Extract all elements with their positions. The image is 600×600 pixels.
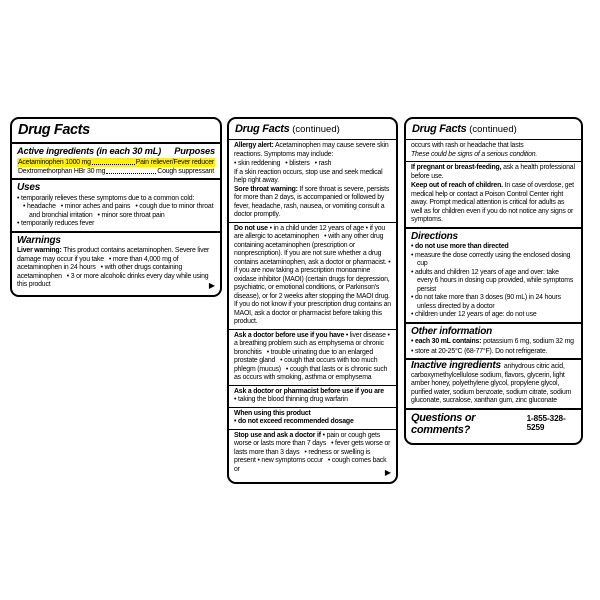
dotted-leader: [92, 164, 135, 165]
drug-facts-title: Drug Facts: [18, 122, 90, 138]
section-divider: [229, 385, 396, 386]
ask-pharmacist-text: • taking the blood thinning drug warfarin: [234, 396, 348, 404]
directions-bullet: • adults and children 12 years of age and over: take every 6 hours in dosing cup provided, while symptoms persist: [411, 268, 574, 293]
when-using-text: • do not exceed recommended dosage: [234, 418, 354, 426]
keep-out-of-reach-paragraph: [411, 182, 576, 225]
other-information-title: Other information: [411, 325, 493, 337]
section-divider: [406, 322, 581, 324]
section-divider: [229, 407, 396, 408]
drug-facts-continued-title: [411, 122, 576, 137]
ingredient-purpose: Pain reliever/Fever reducer: [135, 159, 214, 167]
keep-out-lead: Keep out of reach of children.: [411, 182, 503, 190]
directions-title: Directions: [411, 230, 458, 242]
inactive-ingredients-title: Inactive ingredients: [411, 360, 501, 372]
section-divider: [12, 142, 220, 144]
liver-warning-paragraph: [17, 247, 215, 290]
uses-sub-bullets: • headache • minor aches and pains • cough due to minor throat and bronchial irritation • minor sore throat pain: [23, 203, 214, 219]
stop-use-continuation-line2: These could be signs of a serious condition.: [411, 150, 538, 158]
ingredient-name: Acetaminophen 1000 mg: [18, 159, 91, 167]
ask-doctor-lead: Ask a doctor before use if you have: [234, 331, 345, 339]
stop-use-text: • pain or cough gets worse or lasts more than 7 days • fever gets worse or lasts more than 3 days • redness or swelling is present • new symptoms occur • cough comes back or: [234, 431, 391, 473]
ask-doctor-text: • liver disease • a breathing problem such as emphysema or chronic bronchitis • trouble urinating due to an enlarged prostate gland • cough that occurs with too much phlegm (mucus) • cough that lasts or is chronic such as occurs with smoking, asthma or emphysema: [234, 331, 390, 382]
when-using-lead: When using this product: [234, 409, 311, 417]
drug-facts-title-text: Drug Facts: [235, 123, 290, 135]
section-divider: [229, 429, 396, 430]
directions-bullet: • do not take more than 3 doses (90 mL) in 24 hours unless directed by a doctor: [411, 294, 561, 310]
stop-use-continuation-line1: occurs with rash or headache that lasts: [411, 142, 524, 150]
questions-row: [411, 412, 576, 436]
keep-out-text: In case of overdose, get medical help or contact a Poison Control Center right away. Prompt medical attention is critical for adults as well as for children even if you do not notice any signs or symptoms.: [411, 182, 574, 224]
ingredient-name: Dextromethorphan HBr 30 mg: [18, 168, 106, 176]
directions-bullet: • children under 12 years of age: do not use: [411, 311, 537, 319]
sore-throat-warning-paragraph: [234, 186, 391, 220]
section-divider: [406, 227, 581, 229]
ingredient-purpose: Cough suppressant: [157, 168, 214, 176]
drug-facts-title-text: Drug Facts: [412, 123, 467, 135]
stop-use-paragraph: [234, 432, 391, 475]
ask-doctor-paragraph: [234, 332, 391, 383]
section-divider: [229, 222, 396, 223]
continue-arrow-icon: ▶: [208, 281, 215, 290]
ingredient-row-acetaminophen: [17, 158, 215, 167]
continued-text: (continued): [469, 124, 517, 135]
do-not-use-text: • in a child under 12 years of age • if you are allergic to acetaminophen • with any other drug containing acetaminophen (prescription or nonprescription). If you are not sure whether a drug contains acetaminophen, ask a doctor or pharmacist. • if you are now taking a prescription monoamine oxidase inhibitor (MAOI) (certain drugs for depression, psychiatric, or emotional conditions, or Parkinson's disease), or for 2 weeks after stopping the MAOI drug. If you do not know if your prescription drug contains an MAOI, ask a doctor or pharmacist before taking this product.: [234, 224, 391, 326]
uses-bullet: • temporarily relieves these symptoms due to a common cold:: [17, 194, 195, 202]
drug-facts-continued-title: [234, 122, 391, 137]
pregnant-paragraph: [411, 164, 576, 181]
continue-arrow-icon: ▶: [384, 468, 391, 477]
uses-bullet: • temporarily reduces fever: [17, 220, 95, 228]
allergy-alert-lead: Allergy alert:: [234, 142, 274, 150]
pregnant-lead: If pregnant or breast-feeding,: [411, 164, 502, 172]
do-not-use-paragraph: [234, 225, 391, 327]
other-information-bullet: [411, 338, 576, 347]
continued-text: (continued): [292, 124, 340, 135]
active-ingredients-header: Active ingredients (in each 30 mL): [17, 146, 162, 157]
directions-bullet: • do not use more than directed: [411, 243, 509, 251]
sore-throat-warning-lead: Sore throat warning:: [234, 185, 298, 193]
sore-throat-warning-text: If sore throat is severe, persists for more than 2 days, is accompanied or followed by fever, headache, rash, nausea, or vomiting consult a doctor promptly.: [234, 185, 390, 219]
questions-label: Questions or comments?: [411, 411, 476, 436]
warnings-title: Warnings: [17, 234, 61, 246]
ingredient-row-dextromethorphan: [17, 167, 215, 176]
other-info-lead: • each 30 mL contains:: [411, 338, 482, 346]
liver-warning-lead: Liver warning:: [17, 247, 62, 255]
other-information-bullet: • store at 20-25°C (68-77°F). Do not refrigerate.: [411, 347, 548, 355]
section-divider: [12, 178, 220, 180]
section-divider: [229, 329, 396, 330]
liver-warning-text: This product contains acetaminophen. Severe liver damage may occur if you take • more than 4,000 mg of acetaminophen in 24 hours • with other drugs containing acetaminophen • 3 or more alcoholic drinks every day while using this product: [17, 247, 210, 289]
inactive-ingredients-paragraph: [411, 362, 576, 406]
skin-reaction-text: If a skin reaction occurs, stop use and seek medical help right away.: [234, 168, 383, 185]
ask-pharmacist-lead: Ask a doctor or pharmacist before use if you are: [234, 387, 384, 395]
allergy-alert-text: Acetaminophen may cause severe skin reactions. Symptoms may include:: [234, 142, 389, 158]
drug-facts-panel-left: [10, 117, 222, 297]
uses-title: Uses: [17, 182, 41, 194]
dotted-leader: [106, 173, 156, 174]
section-divider: [406, 408, 581, 410]
section-divider: [229, 139, 396, 140]
questions-phone-number: 1-855-328-5259: [526, 413, 566, 432]
section-divider: [406, 161, 581, 162]
directions-bullet: • measure the dose correctly using the enclosed dosing cup: [411, 251, 571, 268]
section-divider: [406, 139, 581, 140]
section-divider: [12, 231, 220, 233]
stop-use-lead: Stop use and ask a doctor if: [234, 431, 321, 439]
do-not-use-lead: Do not use: [234, 224, 268, 232]
other-info-text: potassium 6 mg, sodium 32 mg: [483, 338, 574, 346]
inactive-ingredients-text: anhydrous citric acid, carboxymethylcellulose sodium, flavors, glycerin, light amber honey, polyethylene glycol, propylene glycol, purified water, sodium benzoate, sodium citrate, sodium gluconate, sucralose, xanthan gum, zinc gluconate: [411, 363, 572, 405]
allergy-symptom-bullets: • skin reddening • blisters • rash: [234, 160, 332, 168]
allergy-alert-paragraph: [234, 142, 391, 159]
active-ingredients-header-row: [17, 146, 215, 157]
drug-facts-panel-middle: [227, 117, 398, 484]
pregnant-text: ask a health professional before use.: [411, 164, 575, 180]
drug-facts-panel-right: [404, 117, 583, 445]
purposes-header: Purposes: [174, 146, 215, 157]
